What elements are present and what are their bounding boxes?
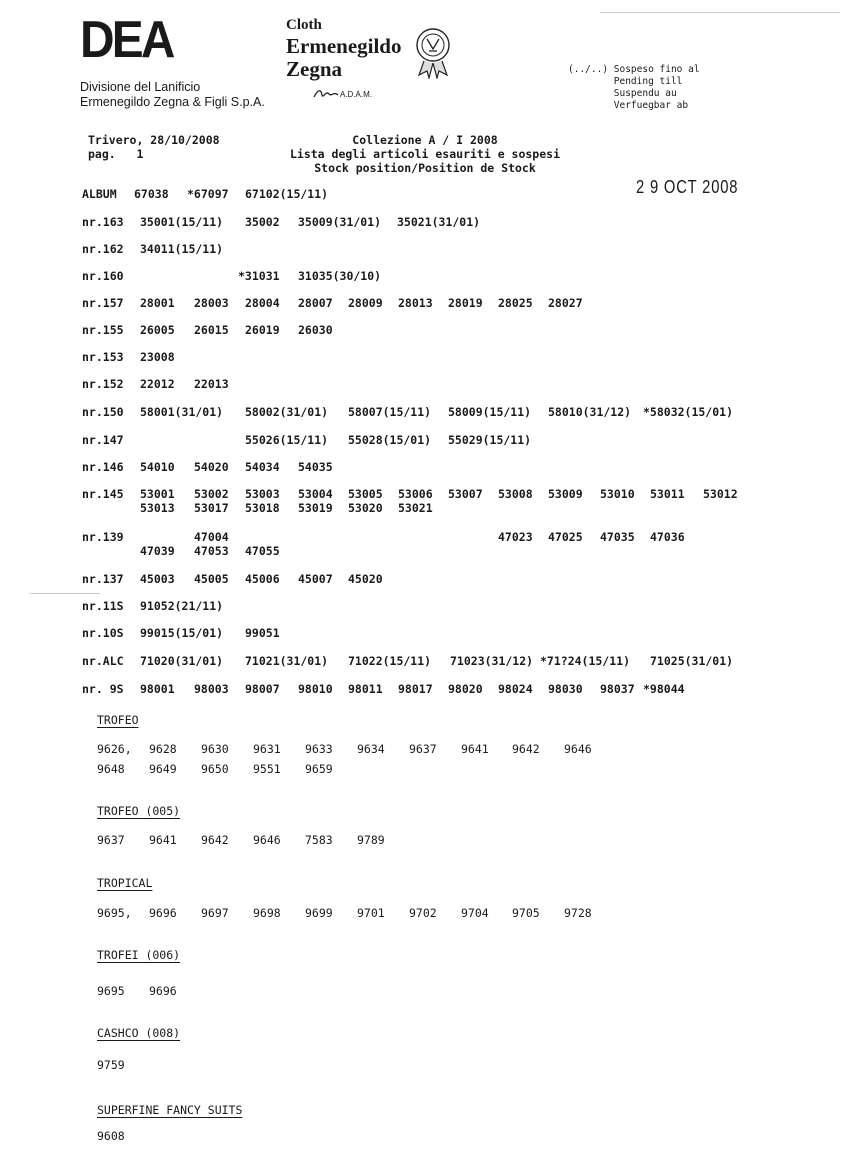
section-title: TROFEO (005) bbox=[97, 804, 181, 818]
stock-article-code: 99015(15/01) bbox=[140, 626, 224, 640]
stock-article-code: 53004 bbox=[298, 487, 333, 501]
stock-article-code: 58007(15/11) bbox=[348, 405, 432, 419]
stock-article-code: 98037 bbox=[600, 682, 635, 696]
article-number: 9641 bbox=[149, 833, 177, 847]
stock-row-label: nr.155 bbox=[82, 323, 124, 337]
stock-article-code: 53007 bbox=[448, 487, 483, 501]
stock-article-code: 28013 bbox=[398, 296, 433, 310]
article-number: 9650 bbox=[201, 762, 229, 776]
stock-row-label: nr.152 bbox=[82, 377, 124, 391]
stock-article-code: 53017 bbox=[194, 501, 229, 515]
stock-article-code: 22012 bbox=[140, 377, 175, 391]
date-stamp: 2 9 OCT 2008 bbox=[636, 177, 739, 197]
stock-article-code: 47025 bbox=[548, 530, 583, 544]
article-number: 9637 bbox=[97, 833, 125, 847]
stock-article-code: 98011 bbox=[348, 682, 383, 696]
stock-row-label: nr. 9S bbox=[82, 682, 124, 696]
section-title: TROPICAL bbox=[97, 876, 153, 890]
stock-article-code: 26030 bbox=[298, 323, 333, 337]
article-number: 9642 bbox=[512, 742, 540, 756]
article-number: 9626, bbox=[97, 742, 132, 756]
section-title: SUPERFINE FANCY SUITS bbox=[97, 1103, 243, 1117]
stock-article-code: 45006 bbox=[245, 572, 280, 586]
stock-article-code: 58002(31/01) bbox=[245, 405, 329, 419]
article-number: 9646 bbox=[564, 742, 592, 756]
stock-article-code: 98003 bbox=[194, 682, 229, 696]
stock-article-code: 67102(15/11) bbox=[245, 187, 329, 201]
stock-row-label: nr.162 bbox=[82, 242, 124, 256]
stock-article-code: *67097 bbox=[187, 187, 229, 201]
stock-article-code: 54020 bbox=[194, 460, 229, 474]
section-title: TROFEI (006) bbox=[97, 948, 181, 962]
stock-article-code: 47055 bbox=[245, 544, 280, 558]
article-number: 9699 bbox=[305, 906, 333, 920]
article-number: 9641 bbox=[461, 742, 489, 756]
article-number: 9659 bbox=[305, 762, 333, 776]
stock-article-code: 45020 bbox=[348, 572, 383, 586]
stock-article-code: 28027 bbox=[548, 296, 583, 310]
article-number: 9631 bbox=[253, 742, 281, 756]
stock-article-code: 53001 bbox=[140, 487, 175, 501]
stock-article-code: 99051 bbox=[245, 626, 280, 640]
stock-article-code: 54035 bbox=[298, 460, 333, 474]
stock-article-code: 53012 bbox=[703, 487, 738, 501]
stock-article-code: *71?24(15/11) bbox=[540, 654, 631, 668]
stock-article-code: 47004 bbox=[194, 530, 229, 544]
article-number: 9649 bbox=[149, 762, 177, 776]
stock-row-label: nr.163 bbox=[82, 215, 124, 229]
division-name: Divisione del Lanificio bbox=[80, 80, 201, 94]
stock-article-code: 98024 bbox=[498, 682, 533, 696]
stock-article-code: 53011 bbox=[650, 487, 685, 501]
stock-article-code: 55028(15/01) bbox=[348, 433, 432, 447]
stock-row-label: nr.11S bbox=[82, 599, 124, 613]
article-number: 9759 bbox=[97, 1058, 125, 1072]
stock-article-code: 53002 bbox=[194, 487, 229, 501]
adam-signature-icon bbox=[312, 88, 340, 100]
stock-article-code: 53013 bbox=[140, 501, 175, 515]
scan-noise bbox=[30, 593, 100, 594]
article-number: 9637 bbox=[409, 742, 437, 756]
company-name: Ermenegildo Zegna & Figli S.p.A. bbox=[80, 95, 265, 109]
article-number: 9646 bbox=[253, 833, 281, 847]
stock-row-label: nr.ALC bbox=[82, 654, 124, 668]
stock-article-code: 31035(30/10) bbox=[298, 269, 382, 283]
stock-article-code: 35021(31/01) bbox=[397, 215, 481, 229]
stock-row-label: nr.153 bbox=[82, 350, 124, 364]
stock-article-code: 98017 bbox=[398, 682, 433, 696]
section-title: TROFEO bbox=[97, 713, 139, 727]
stock-row-label: nr.145 bbox=[82, 487, 124, 501]
stock-article-code: 47023 bbox=[498, 530, 533, 544]
zegna-seal-icon bbox=[415, 25, 451, 79]
stock-article-code: 98010 bbox=[298, 682, 333, 696]
article-number: 9695, bbox=[97, 906, 132, 920]
article-number: 9789 bbox=[357, 833, 385, 847]
article-number: 9698 bbox=[253, 906, 281, 920]
article-number: 9728 bbox=[564, 906, 592, 920]
stock-row-label: nr.157 bbox=[82, 296, 124, 310]
stock-row-label: nr.10S bbox=[82, 626, 124, 640]
stock-article-code: 53009 bbox=[548, 487, 583, 501]
stock-article-code: 47036 bbox=[650, 530, 685, 544]
stock-article-code: 22013 bbox=[194, 377, 229, 391]
stock-article-code: 54010 bbox=[140, 460, 175, 474]
article-number: 9630 bbox=[201, 742, 229, 756]
stock-article-code: 71021(31/01) bbox=[245, 654, 329, 668]
stock-article-code: 67038 bbox=[134, 187, 169, 201]
stock-article-code: 47039 bbox=[140, 544, 175, 558]
stock-article-code: 53019 bbox=[298, 501, 333, 515]
article-number: 9608 bbox=[97, 1129, 125, 1143]
stock-article-code: 47053 bbox=[194, 544, 229, 558]
stock-article-code: 45007 bbox=[298, 572, 333, 586]
place-date-page: Trivero, 28/10/2008 pag. 1 bbox=[88, 133, 220, 161]
stock-article-code: 26015 bbox=[194, 323, 229, 337]
stock-article-code: 98007 bbox=[245, 682, 280, 696]
article-number: 9628 bbox=[149, 742, 177, 756]
stock-article-code: 45003 bbox=[140, 572, 175, 586]
stock-article-code: 71025(31/01) bbox=[650, 654, 734, 668]
stock-article-code: 71022(15/11) bbox=[348, 654, 432, 668]
stock-article-code: 35002 bbox=[245, 215, 280, 229]
stock-article-code: 98001 bbox=[140, 682, 175, 696]
stock-article-code: 71020(31/01) bbox=[140, 654, 224, 668]
stock-article-code: 71023(31/12) bbox=[450, 654, 534, 668]
stock-row-label: nr.160 bbox=[82, 269, 124, 283]
stock-article-code: 53005 bbox=[348, 487, 383, 501]
article-number: 9704 bbox=[461, 906, 489, 920]
stock-article-code: 28009 bbox=[348, 296, 383, 310]
stock-article-code: 91052(21/11) bbox=[140, 599, 224, 613]
stock-row-label: nr.139 bbox=[82, 530, 124, 544]
suspension-legend: (../..) Sospeso fino al Pending till Suspendu au Verfuegbar ab bbox=[568, 64, 700, 111]
section-title: CASHCO (008) bbox=[97, 1026, 181, 1040]
stock-article-code: 98030 bbox=[548, 682, 583, 696]
stock-article-code: *98044 bbox=[643, 682, 685, 696]
stock-row-label: nr.147 bbox=[82, 433, 124, 447]
document-heading bbox=[280, 133, 570, 175]
stock-position-title: Stock position/Position de Stock bbox=[314, 161, 536, 175]
stock-article-code: 58010(31/12) bbox=[548, 405, 632, 419]
stock-article-code: 53008 bbox=[498, 487, 533, 501]
zegna-cloth-text: Cloth bbox=[286, 17, 322, 33]
article-number: 9695 bbox=[97, 984, 125, 998]
stock-article-code: 28004 bbox=[245, 296, 280, 310]
adam-mark-text: A.D.A.M. bbox=[340, 90, 373, 99]
stock-article-code: 53020 bbox=[348, 501, 383, 515]
stock-article-code: 53003 bbox=[245, 487, 280, 501]
article-number: 9633 bbox=[305, 742, 333, 756]
zegna-ermenegildo-text: Ermenegildo bbox=[286, 34, 402, 58]
stock-article-code: 26019 bbox=[245, 323, 280, 337]
stock-article-code: 45005 bbox=[194, 572, 229, 586]
article-number: 9705 bbox=[512, 906, 540, 920]
stock-article-code: 55026(15/11) bbox=[245, 433, 329, 447]
stock-article-code: 35001(15/11) bbox=[140, 215, 224, 229]
stock-article-code: 28003 bbox=[194, 296, 229, 310]
zegna-brand-text: Zegna bbox=[286, 57, 343, 81]
article-number: 9648 bbox=[97, 762, 125, 776]
article-number: 9551 bbox=[253, 762, 281, 776]
stock-article-code: 26005 bbox=[140, 323, 175, 337]
stock-article-code: 35009(31/01) bbox=[298, 215, 382, 229]
article-number: 9697 bbox=[201, 906, 229, 920]
stock-article-code: 53021 bbox=[398, 501, 433, 515]
article-number: 9701 bbox=[357, 906, 385, 920]
stock-row-label: nr.137 bbox=[82, 572, 124, 586]
stock-article-code: 58001(31/01) bbox=[140, 405, 224, 419]
article-number: 9702 bbox=[409, 906, 437, 920]
stock-article-code: 58009(15/11) bbox=[448, 405, 532, 419]
article-number: 9696 bbox=[149, 906, 177, 920]
dea-logo: DEA bbox=[80, 11, 173, 69]
stock-row-label: nr.150 bbox=[82, 405, 124, 419]
article-number: 9642 bbox=[201, 833, 229, 847]
scan-noise bbox=[600, 12, 840, 13]
collection-title: Collezione A / I 2008 bbox=[352, 133, 498, 147]
stock-article-code: 28019 bbox=[448, 296, 483, 310]
stock-article-code: *31031 bbox=[238, 269, 280, 283]
list-title: Lista degli articoli esauriti e sospesi bbox=[289, 147, 561, 161]
stock-article-code: 28001 bbox=[140, 296, 175, 310]
stock-article-code: 55029(15/11) bbox=[448, 433, 532, 447]
stock-article-code: 98020 bbox=[448, 682, 483, 696]
stock-article-code: 53006 bbox=[398, 487, 433, 501]
stock-article-code: 53018 bbox=[245, 501, 280, 515]
stock-article-code: *58032(15/01) bbox=[643, 405, 734, 419]
stock-article-code: 47035 bbox=[600, 530, 635, 544]
stock-article-code: 34011(15/11) bbox=[140, 242, 224, 256]
stock-row-label: nr.146 bbox=[82, 460, 124, 474]
article-number: 9634 bbox=[357, 742, 385, 756]
stock-row-label: ALBUM bbox=[82, 187, 117, 201]
stock-article-code: 53010 bbox=[600, 487, 635, 501]
article-number: 9696 bbox=[149, 984, 177, 998]
article-number: 7583 bbox=[305, 833, 333, 847]
stock-article-code: 54034 bbox=[245, 460, 280, 474]
stock-article-code: 23008 bbox=[140, 350, 175, 364]
stock-article-code: 28007 bbox=[298, 296, 333, 310]
stock-article-code: 28025 bbox=[498, 296, 533, 310]
